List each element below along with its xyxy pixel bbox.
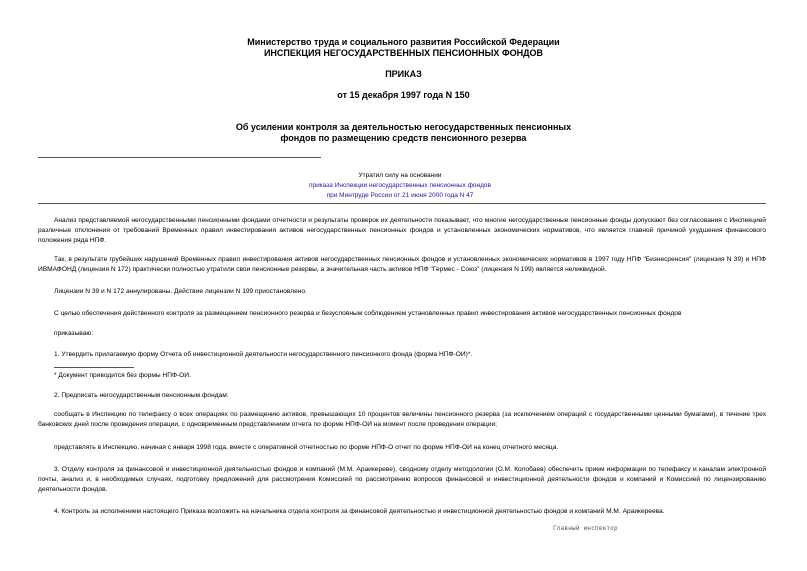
separator-rule-top: [38, 157, 321, 158]
paragraph-item-1: 1. Утвердить прилагаемую форму Отчета об инвестиционной деятельности негосударственного пенсионного фонда (форма НПФ-ОИ)*.: [54, 351, 473, 358]
paragraph-violations: Так, в результате грубейших нарушений Временных правил инвестирования активов негосударственных пенсионных фондов и установленных экономических нормативов в 1997 году НПФ "Бизнесpенсия" (лицензия N 39) и НПФ ИВМАФОНД (лицензия N 172) практически полностью утратили свои пенсионные резервы, а значительная часть активов НПФ "Гермес - Союз" (лицензия N 199) является неликвидной.: [38, 256, 766, 273]
separator-rule-full: [38, 203, 766, 204]
paragraph-item-4: 4. Контроль за исполнением настоящего Приказа возложить на начальника отдела контроля за финансовой деятельностью и инвестиционной деятельностью фондов и компаний М.М. Араикереева.: [54, 508, 665, 515]
paragraph-licenses: Лицензии N 39 и N 172 аннулированы. Действие лицензии N 199 приостановлено.: [54, 288, 307, 295]
signature-stamp: Главный инспектор: [553, 525, 618, 532]
paragraph-item-3: 3. Отделу контроля за финансовой и инвестиционной деятельностью фондов и компаний (М.М. Араикереве), сводному отделу методологии (О.М. Колобаев) обеспечить прием информации по телефаксу и каналам электронной почты, анализ и, в необходимых случаях, подготовку предложений для рассмотрения Комиссией по рассмотрению вопросов финансовой и инвестиционной деятельности фондов и компаний и Комиссией по лицензированию деятельности фондов.: [38, 466, 766, 493]
paragraph-item-2: 2. Предписать негосударственным пенсионным фондам:: [54, 392, 229, 399]
date-number-heading: от 15 декабря 1997 года N 150: [337, 90, 470, 100]
document-type-heading: ПРИКАЗ: [385, 69, 422, 79]
footnote-rule: [54, 367, 134, 368]
inspection-heading: ИНСПЕКЦИЯ НЕГОСУДАРСТВЕННЫХ ПЕНСИОННЫХ ФОНДОВ: [263, 48, 544, 58]
repeal-note-link-line-2[interactable]: при Минтруде России от 21 июня 2000 года N 47: [326, 192, 474, 199]
repeal-note-link-line-1[interactable]: приказа Инспекции негосударственных пенсионных фондов: [309, 182, 491, 189]
document-title-line-1: Об усилении контроля за деятельностью негосударственных пенсионных: [235, 122, 572, 132]
repeal-note-text: Утратил силу на основании: [358, 172, 442, 179]
paragraph-order-word: приказываю:: [54, 330, 94, 337]
ministry-heading: Министерство труда и социального развития Российской Федерации: [247, 37, 560, 47]
document-title-line-2: фондов по размещению средств пенсионного резерва: [280, 133, 527, 143]
paragraph-purpose: С целью обеспечения действенного контроля за размещением пенсионного резерва и безусловным соблюдением установленных правил инвестирования активов негосударственных пенсионных фондов: [54, 310, 682, 317]
paragraph-report-monthly: представлять в Инспекцию, начиная с января 1998 года, вместе с оперативной отчетностью по форме НПФ-О отчет по форме НПФ-ОИ на конец отчетного месяца.: [54, 444, 559, 451]
footnote-text: * Документ приводится без формы НПФ-ОИ.: [54, 372, 191, 379]
paragraph-report-telefax: сообщать в Инспекцию по телефаксу о всех операциях по размещению активов, превышающих 10 процентов величины пенсионного резерва (за исключением операций с государственными ценными бумагами), в течение трех банковских дней после проведения операции, с одновременным представлением отчета по форме НПФ-ОИ на момент после проведения операции;: [38, 411, 766, 428]
paragraph-analysis: Анализ представляемой негосударственными пенсионными фондами отчетности и результаты проверок их деятельности показывает, что многие негосударственные пенсионные фонды допускают без согласования с Инспекцией различные отклонения от требований Временных правил инвестирования активов негосударственных пенсионных фондов и установленных экономических нормативов, что является главной причиной ухудшения финансового положения ряда НПФ.: [38, 217, 766, 244]
